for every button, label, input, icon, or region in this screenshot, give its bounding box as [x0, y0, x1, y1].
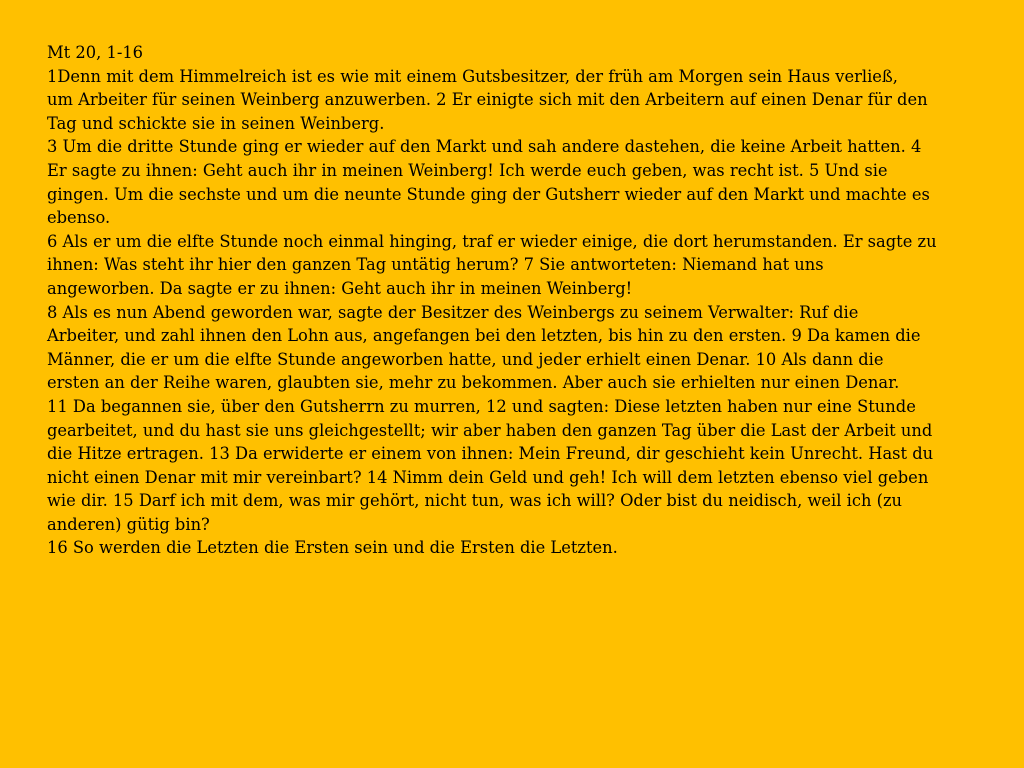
- scripture-text: [47, 41, 997, 560]
- text-line: 11 Da begannen sie, über den Gutsherrn zu murren, 12 und sagten: Diese letzten haben nur eine Stunde: [47, 396, 916, 416]
- text-line: wie dir. 15 Darf ich mit dem, was mir gehört, nicht tun, was ich will? Oder bist du neidisch, weil ich (zu: [47, 491, 903, 511]
- text-line: Tag und schickte sie in seinen Weinberg.: [47, 113, 385, 133]
- text-line: gearbeitet, und du hast sie uns gleichgestellt; wir aber haben den ganzen Tag über die Last der Arbeit und: [47, 420, 933, 440]
- text-line: Er sagte zu ihnen: Geht auch ihr in meinen Weinberg! Ich werde euch geben, was recht ist. 5 Und sie: [47, 160, 888, 180]
- text-line: 1Denn mit dem Himmelreich ist es wie mit einem Gutsbesitzer, der früh am Morgen sein Haus verließ,: [47, 66, 898, 86]
- text-line: nicht einen Denar mit mir vereinbart? 14 Nimm dein Geld und geh! Ich will dem letzten ebenso viel geben: [47, 467, 929, 487]
- text-line: ihnen: Was steht ihr hier den ganzen Tag untätig herum? 7 Sie antworteten: Niemand hat uns: [47, 255, 824, 275]
- text-line: 3 Um die dritte Stunde ging er wieder auf den Markt und sah andere dastehen, die keine Arbeit hatten. 4: [47, 137, 922, 157]
- text-line: 8 Als es nun Abend geworden war, sagte der Besitzer des Weinbergs zu seinem Verwalter: Ruf die: [47, 302, 859, 322]
- text-line: Männer, die er um die elfte Stunde angeworben hatte, und jeder erhielt einen Denar. 10 Als dann die: [47, 349, 884, 369]
- text-line: angeworben. Da sagte er zu ihnen: Geht auch ihr in meinen Weinberg!: [47, 278, 633, 298]
- text-line: die Hitze ertragen. 13 Da erwiderte er einem von ihnen: Mein Freund, dir geschieht kein Unrecht. Hast du: [47, 444, 934, 464]
- scripture-reference: Mt 20, 1-16: [47, 43, 144, 62]
- text-line: 16 So werden die Letzten die Ersten sein und die Ersten die Letzten.: [47, 538, 618, 558]
- text-line: 6 Als er um die elfte Stunde noch einmal hinging, traf er wieder einige, die dort herumstanden. Er sagte zu: [47, 231, 937, 251]
- text-line: Arbeiter, und zahl ihnen den Lohn aus, angefangen bei den letzten, bis hin zu den ersten. 9 Da kamen die: [47, 326, 921, 346]
- text-line: ebenso.: [47, 208, 111, 228]
- text-line: um Arbeiter für seinen Weinberg anzuwerben. 2 Er einigte sich mit den Arbeitern auf einen Denar für den: [47, 90, 928, 110]
- text-line: ersten an der Reihe waren, glaubten sie, mehr zu bekommen. Aber auch sie erhielten nur einen Denar.: [47, 373, 900, 393]
- text-line: anderen) gütig bin?: [47, 514, 210, 534]
- text-line: gingen. Um die sechste und um die neunte Stunde ging der Gutsherr wieder auf den Markt und machte es: [47, 184, 930, 204]
